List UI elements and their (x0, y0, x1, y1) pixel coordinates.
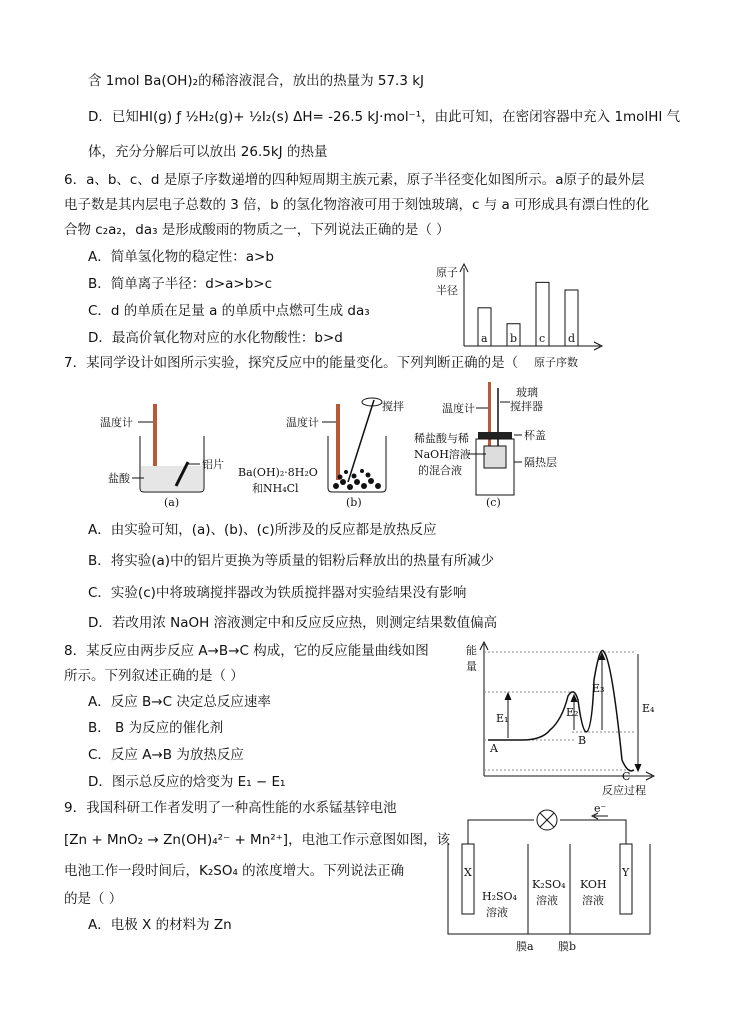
e2-label: E₂ (566, 706, 579, 719)
solution-3-line-1: KOH (580, 878, 607, 891)
q7-stem: 7．某同学设计如图所示实验，探究反应中的能量变化。下列判断正确的是（ (64, 355, 519, 371)
e1-label: E₁ (496, 712, 509, 725)
q6-stem-3: 合物 c₂a₂，da₃ 是形成酸雨的物质之一，下列说法正确的是（ ） (64, 222, 450, 238)
q5-option-d: D．已知HI(g) ƒ ½H₂(g)+ ½I₂(s) ΔH= -26.5 kJ·mol⁻¹，由此可知，在密闭容器中充入 1molHI 气 (88, 109, 681, 125)
fig-a-tag: (a) (164, 496, 180, 509)
solution-1-line-1: H₂SO₄ (482, 890, 517, 903)
q7-option-a: A．由实验可知，(a)、(b)、(c)所涉及的反应都是放热反应 (88, 522, 437, 538)
solution-2-line-1: K₂SO₄ (532, 878, 566, 891)
q6-option-a: A．简单氢化物的稳定性：a>b (88, 249, 274, 265)
q6-option-c: C．d 的单质在足量 a 的单质中点燃可生成 da₃ (88, 303, 370, 319)
point-c-label: C (622, 770, 631, 783)
electrode-y (620, 844, 632, 914)
energy-ylabel-2: 量 (466, 660, 477, 673)
fig-c-thermometer-label: 温度计 (442, 402, 475, 415)
q6-stem-2: 电子数是其内层电子总数的 3 倍，b 的氢化物溶液可用于刻蚀玻璃，c 与 a 可形成具有漂白性的化 (64, 197, 650, 213)
q6-option-b: B．简单离子半径：d>a>b>c (88, 276, 273, 292)
fig-c-lid (478, 432, 512, 439)
fig-b-reagent-2: 和NH₄Cl (252, 482, 299, 495)
e4-label: E₄ (642, 702, 655, 715)
q6-option-d: D．最高价氧化物对应的水化物酸性：b>d (88, 330, 343, 346)
bar-label-a: a (481, 332, 488, 345)
membrane-a-label: 膜a (516, 940, 534, 953)
chart-ylabel-1: 原子 (436, 266, 458, 279)
e3-label: E₃ (592, 682, 605, 695)
q8-stem-2: 所示。下列叙述正确的是（ ） (64, 668, 244, 684)
point-a-label: A (490, 742, 498, 755)
q9-stem-1: 9．我国科研工作者发明了一种高性能的水系锰基锌电池 (64, 800, 397, 816)
bar-label-d: d (568, 332, 576, 345)
q8-option-b: B． B 为反应的催化剂 (88, 720, 224, 736)
fig-c-mix-3: 的混合液 (418, 464, 462, 477)
energy-curve (488, 651, 634, 771)
bar-label-b: b (510, 332, 518, 345)
q5-option-c-cont: 含 1mol Ba(OH)₂的稀溶液混合，放出的热量为 57.3 kJ (88, 73, 425, 89)
wire-left (468, 820, 534, 844)
membrane-b-label: 膜b (558, 940, 577, 953)
energy-diagram (462, 640, 662, 802)
solution-2-line-2: 溶液 (536, 894, 558, 907)
q9-stem-3: 电池工作一段时间后，K₂SO₄ 的浓度增大。下列说法正确 (64, 863, 405, 879)
fig-b-thermometer (336, 404, 340, 480)
fig-c-stirrer-label-1: 玻璃 (516, 386, 538, 399)
battery-diagram (444, 804, 674, 952)
q8-stem-1: 8．某反应由两步反应 A→B→C 构成，它的反应能量曲线如图 (64, 643, 429, 659)
q8-option-c: C．反应 A→B 为放热反应 (88, 747, 244, 763)
q9-stem-2: [Zn + MnO₂ → Zn(OH)₄²⁻ + Mn²⁺]，电池工作示意图如图，该 (64, 832, 451, 848)
q8-option-a: A．反应 B→C 决定总反应速率 (88, 694, 271, 710)
fig-c-tag: (c) (486, 496, 501, 509)
energy-ylabel-1: 能 (466, 644, 477, 657)
electrode-x (462, 844, 474, 914)
experiment-figure (96, 382, 616, 517)
q7-option-b: B．将实验(a)中的铝片更换为等质量的铝粉后释放出的热量有所减少 (88, 553, 495, 569)
electrode-y-label: Y (622, 866, 630, 879)
solution-3-line-2: 溶液 (582, 894, 604, 907)
q7-option-d: D．若改用浓 NaOH 溶液测定中和反应反应热，则测定结果数值偏高 (88, 615, 498, 631)
fig-a-acid-label: 盐酸 (108, 472, 130, 485)
fig-c-lid-label: 杯盖 (524, 429, 546, 442)
chart-xlabel: 原子序数 (534, 356, 578, 369)
energy-xlabel: 反应过程 (602, 784, 646, 797)
fig-c-inner (484, 446, 506, 468)
q5-option-d-cont: 体，充分分解后可以放出 26.5kJ 的热量 (88, 144, 328, 160)
q9-stem-4: 的是（ ） (64, 891, 123, 907)
fig-b-reagent-1: Ba(OH)₂·8H₂O (238, 466, 318, 479)
fig-b-tag: (b) (346, 496, 362, 509)
q6-stem-1: 6．a、b、c、d 是原子序数递增的四种短周期主族元素，原子半径变化如图所示。a原子的最外层 (64, 172, 645, 188)
electrode-x-label: X (464, 866, 472, 879)
solution-1-line-2: 溶液 (486, 906, 508, 919)
fig-c-insulation-label: 隔热层 (524, 456, 557, 469)
wire-right (560, 820, 626, 844)
fig-a-thermometer (153, 404, 157, 474)
fig-b-stir-label: 搅拌 (382, 400, 404, 413)
chart-ylabel-2: 半径 (436, 284, 458, 297)
fig-a-thermometer-label: 温度计 (100, 416, 133, 429)
electron-label: e⁻ (594, 802, 607, 815)
fig-a-metal-label: 铝片 (202, 458, 224, 471)
fig-c-mix-2: NaOH溶液 (414, 448, 471, 461)
fig-b-thermometer-label: 温度计 (286, 416, 319, 429)
bar-label-c: c (539, 332, 546, 345)
q8-option-d: D．图示总反应的焓变为 E₁ − E₁ (88, 774, 286, 790)
q9-option-a: A．电极 X 的材料为 Zn (88, 917, 232, 933)
fig-c-mix-1: 稀盐酸与稀 (414, 432, 469, 445)
point-b-label: B (578, 734, 587, 747)
fig-c-stirrer-label-2: 搅拌器 (510, 400, 543, 413)
q7-option-c: C．实验(c)中将玻璃搅拌器改为铁质搅拌器对实验结果没有影响 (88, 585, 467, 601)
